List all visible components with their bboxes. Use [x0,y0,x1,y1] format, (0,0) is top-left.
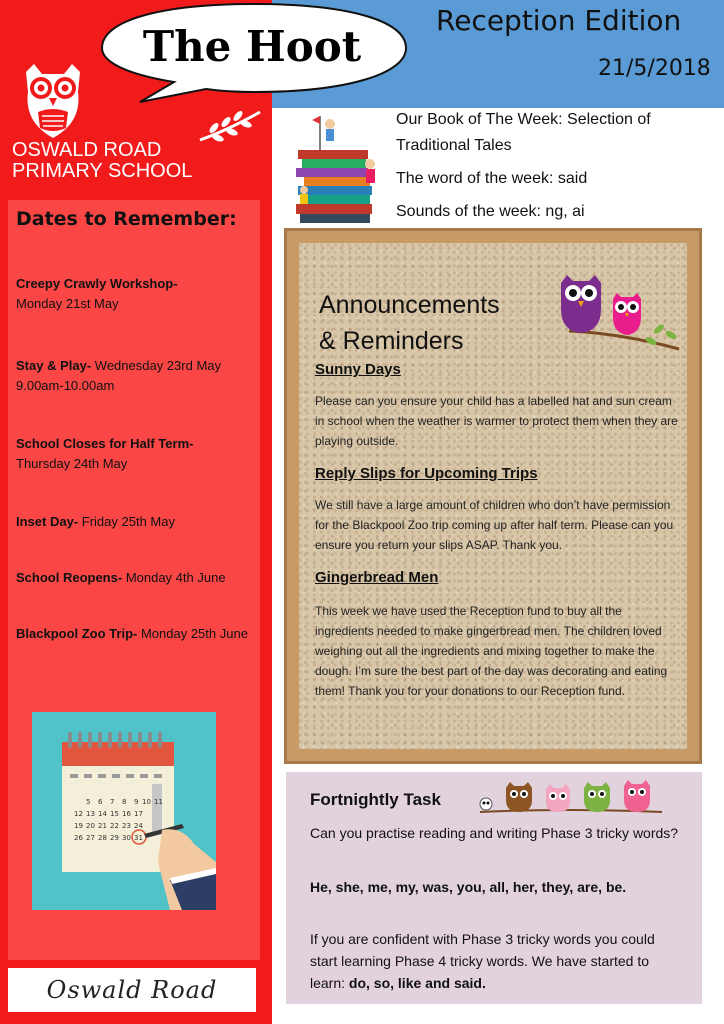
event-detail: Monday 4th June [125,570,226,585]
calendar-number: 22 [110,822,119,830]
calendar-number: 28 [98,834,107,842]
calendar-number: 12 [74,810,83,818]
dates-heading: Dates to Remember: [16,208,237,230]
announcement-body-gingerbread: This week we have used the Reception fund to buy all the ingredients needed to make gingerbread men. The children loved weighing out all the ingredients and mixing together to make the dough. I’m sure the best part of the day was decorating and eating them! Thank you for your donations to our Reception fund. [315,604,668,698]
event-name: School Reopens- [16,570,123,585]
event-name: Inset Day- [16,514,79,529]
calendar-number: 16 [122,810,131,818]
calendar-number: 19 [74,822,83,830]
owls-row-icon [476,778,666,818]
event-detail: Monday 21st May [16,296,119,311]
announcement-heading-sunny-days: Sunny Days [315,361,401,378]
task-extra [310,928,682,994]
issue-date: 21/5/2018 [598,56,711,81]
event-detail: Thursday 24th May [16,456,128,471]
announcements-title-line2: & Reminders [319,327,464,355]
school-name-line1: OSWALD ROAD [12,139,162,161]
cork-board-frame [284,228,702,764]
cork-board [299,243,687,749]
calendar-number: 9 [134,798,139,806]
school-name-line2: PRIMARY SCHOOL [12,160,193,182]
calendar-number: 21 [98,822,107,830]
event-name: Stay & Play- [16,358,92,373]
event-name: Blackpool Zoo Trip- [16,626,138,641]
calendar-number: 24 [134,822,143,830]
task-words-text: He, she, me, my, was, you, all, her, they, are, be. [310,879,627,895]
event-detail: Friday 25th May [81,514,175,529]
task-question: Can you practise reading and writing Phase 3 tricky words? [310,825,679,841]
calendar-number: 26 [74,834,83,842]
calendar-number: 20 [86,822,95,830]
event-creepy-crawly [16,274,256,314]
task-heading: Fortnightly Task [310,790,441,809]
announcement-body-sunny-days: Please can you ensure your child has a labelled hat and sun cream in school when the weather is warmer to protect them when they are playing outside. [315,394,678,448]
event-stay-play [16,356,256,396]
footer-box [8,968,256,1012]
event-school-closes [16,434,256,474]
task-words [310,876,682,898]
footer-text: Oswald Road [46,976,218,1004]
word-of-week: The word of the week: said [396,170,588,187]
announcements-title-line1: Announcements [319,291,500,319]
announcement-heading-reply-slips: Reply Slips for Upcoming Trips [315,465,538,482]
owls-on-branch-icon [549,269,685,355]
calendar-number: 10 [142,798,151,806]
task-extra-text: If you are confident with Phase 3 tricky words you could start learning Phase 4 tricky words. We have started to learn: [310,931,655,991]
book-of-week-line2: Traditional Tales [396,137,512,154]
calendar-number: 15 [110,810,119,818]
fortnightly-task-box [286,772,702,1004]
calendar-number: 6 [98,798,103,806]
school-name [12,140,192,182]
edition-title: Reception Edition [436,4,682,37]
sounds-of-week: Sounds of the week: ng, ai [396,203,585,220]
event-inset-day [16,512,256,532]
calendar-number: 31 [134,834,143,842]
calendar-number: 8 [122,798,127,806]
announcement-body-reply-slips: We still have a large amount of children who don’t have permission for the Blackpool Zoo trip coming up after half term. Please can you ensure you return your slips ASAP. Thank you. [315,498,674,552]
calendar-number: 23 [122,822,131,830]
calendar-number: 5 [86,798,91,806]
calendar-number: 14 [98,810,107,818]
laurel-branch-icon [198,108,262,144]
event-name: Creepy Crawly Workshop- [16,276,178,291]
newsletter-title: The Hoot [142,22,362,71]
calendar-number: 7 [110,798,115,806]
event-school-reopens [16,568,256,588]
calendar-number: 29 [110,834,119,842]
task-extra-words: do, so, like and said. [348,975,486,991]
owl-logo-icon [20,62,86,140]
announcement-heading-gingerbread: Gingerbread Men [315,569,439,586]
calendar-number: 13 [86,810,95,818]
calendar-number: 11 [154,798,163,806]
event-name: School Closes for Half Term- [16,436,194,451]
calendar-number: 30 [122,834,131,842]
books-stack-icon [290,110,386,226]
event-detail: Monday 25th June [140,626,248,641]
calendar-number: 17 [134,810,143,818]
book-of-week-line1: Our Book of The Week: Selection of [396,111,651,128]
announcements-title [319,287,559,359]
calendar-illustration-icon [32,712,216,910]
event-detail: Wednesday 23rd May 9.00am-10.00am [16,358,221,393]
left-column [0,0,272,1024]
event-blackpool-zoo [16,624,256,644]
calendar-number: 27 [86,834,95,842]
